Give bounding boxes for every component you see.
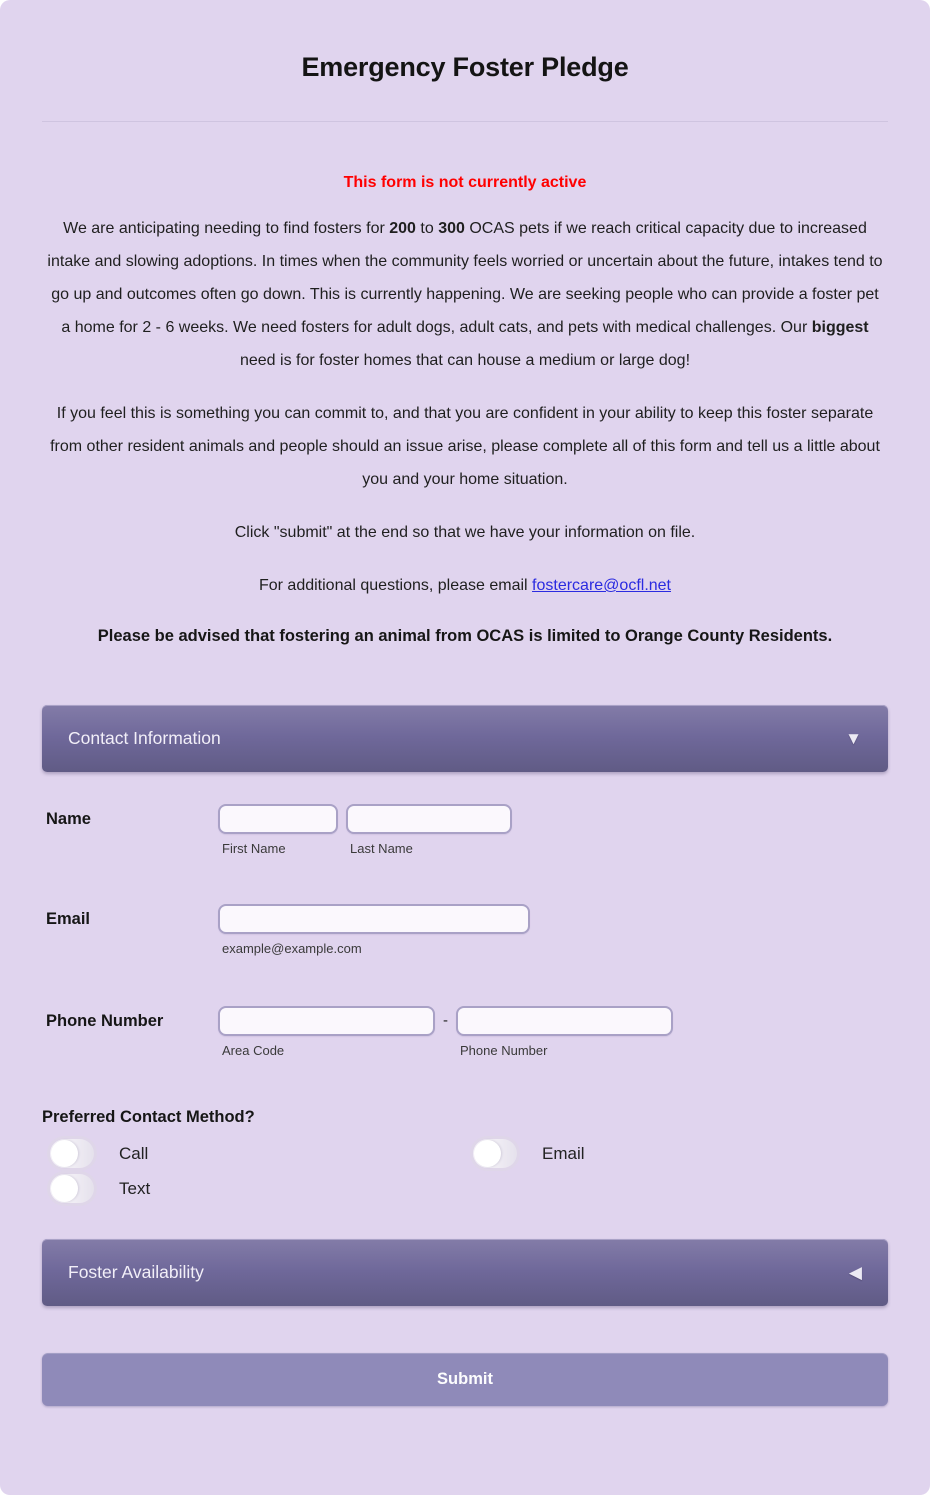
email-sublabel: example@example.com [222,941,362,956]
last-name-sublabel: Last Name [350,841,413,856]
email-input[interactable] [218,904,530,934]
text-option-label: Text [119,1179,151,1198]
intro-paragraph-4 [46,569,884,602]
text-toggle-knob [51,1175,78,1202]
first-name-input[interactable] [218,804,338,834]
call-option-label: Call [119,1144,149,1163]
intro-paragraph-3: Click "submit" at the end so that we have your information on file. [234,524,696,541]
phone-separator: - [443,1012,448,1029]
name-label: Name [46,810,91,828]
phone-field-row [42,1006,888,1058]
phone-number-input[interactable] [456,1006,673,1036]
first-name-sublabel: First Name [222,841,286,856]
area-code-sublabel: Area Code [222,1043,285,1058]
area-code-input[interactable] [218,1006,435,1036]
header-divider [42,121,888,122]
intro-paragraph-1: We are anticipating needing to find fosters for 200 to 300 OCAS pets if we reach critical capacity due to increased intake and slowing adoptions. In times when the community feels worried or uncertain about the future, intakes tend to go up and outcomes often go down. This is currently happening. We are seeking people who can provide a foster pet a home for 2 - 6 weeks. We need fosters for adult dogs, adult cats, and pets with medical challenges. Our biggest need is for foster homes that can house a medium or large dog! [47,220,883,369]
call-toggle[interactable] [50,1139,94,1168]
preferred-contact-method-label: Preferred Contact Method? [42,1108,255,1126]
form-inactive-alert: This form is not currently active [343,174,587,191]
phone-number-sublabel: Phone Number [460,1043,548,1058]
contact-email-prefix: For additional questions, please email [258,577,533,594]
call-toggle-knob [51,1140,78,1167]
contact-email-link[interactable]: fostercare@ocfl.net [532,577,671,594]
collapse-triangle-down-icon[interactable]: ▼ [845,729,862,748]
last-name-input[interactable] [346,804,512,834]
phone-label: Phone Number [46,1012,164,1030]
text-toggle[interactable] [50,1174,94,1203]
page-title: Emergency Foster Pledge [301,52,629,82]
section-header-contact-information[interactable] [42,705,888,772]
section-title-contact-information: Contact Information [68,728,221,748]
email-toggle-knob [474,1140,501,1167]
email-label: Email [46,910,91,928]
collapse-triangle-left-icon[interactable]: ◀ [848,1263,862,1282]
preferred-contact-method-group [42,1108,888,1203]
residency-advisory: Please be advised that fostering an animal from OCAS is limited to Orange County Residents. [97,627,833,645]
email-toggle[interactable] [473,1139,517,1168]
intro-paragraph-2: If you feel this is something you can commit to, and that you are confident in your ability to keep this foster separate from other resident animals and people should an issue arise, please complete all of this form and tell us a little about you and your home situation. [50,405,880,488]
section-header-foster-availability[interactable] [42,1239,888,1306]
email-option-label: Email [542,1144,585,1163]
name-field-row [42,804,888,856]
submit-button[interactable]: Submit [42,1353,888,1406]
email-field-row [42,904,888,956]
section-title-foster-availability: Foster Availability [68,1262,204,1282]
